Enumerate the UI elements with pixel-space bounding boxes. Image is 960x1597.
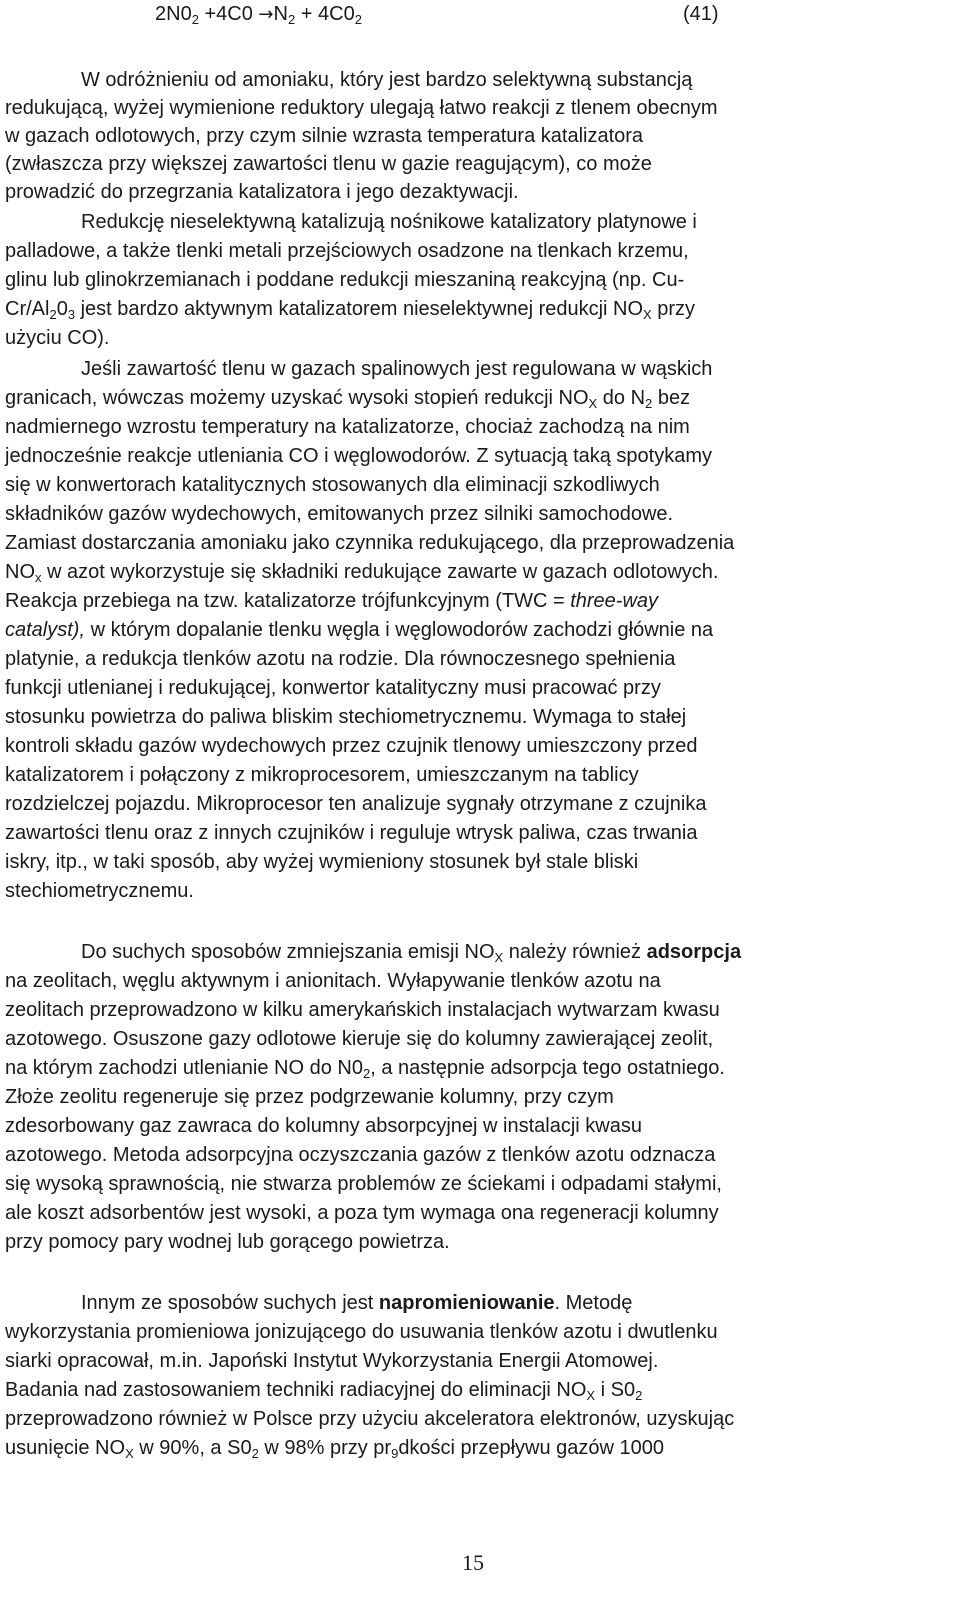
paragraph-line: Innym ze sposobów suchych jest napromieniowanie. Metodę [81, 1292, 633, 1314]
paragraph-line: zeolitach przeprowadzono w kilku amerykańskich instalacjach wytwarzam kwasu [5, 999, 720, 1021]
term-adsorpcja: adsorpcja [646, 941, 742, 963]
paragraph-line: Jeśli zawartość tlenu w gazach spalinowych jest regulowana w wąskich [81, 358, 713, 380]
paragraph-line: składników gazów wydechowych, emitowanych przez silniki samochodowe. [5, 503, 674, 525]
paragraph-line: usunięcie $NO_X$ w 90%, a $S0_2$ w 98% przy $pr_9dkości$ przepływu gazów 1000 [5, 1437, 665, 1461]
paragraph-line: się wysoką sprawnością, nie stwarza problemów ze ściekami i odpadami stałymi, [5, 1173, 722, 1195]
paragraph-line: użyciu CO). [5, 327, 110, 349]
paragraph-line: platynie, a redukcja tlenków azotu na rodzie. Dla równoczesnego spełnienia [5, 648, 676, 670]
paragraph-line: zdesorbowany gaz zawraca do kolumny absorpcyjnej w instalacji kwasu [5, 1115, 642, 1137]
paragraph-line: W odróżnieniu od amoniaku, który jest bardzo selektywną substancją [81, 69, 693, 91]
paragraph-line: ale koszt adsorbentów jest wysoki, a poza tym wymaga ona regeneracji kolumny [5, 1202, 719, 1224]
paragraph-line: stechiometrycznemu. [5, 880, 194, 902]
paragraph-line: funkcji utlenianej i redukującej, konwertor katalityczny musi pracować przy [5, 677, 661, 699]
paragraph-line: rozdzielczej pojazdu. Mikroprocesor ten analizuje sygnały otrzymane z czujnika [5, 793, 707, 815]
paragraph-line: azotowego. Osuszone gazy odlotowe kieruje się do kolumny zawierającej zeolit, [5, 1028, 714, 1050]
equation-number: (41) [683, 3, 719, 25]
paragraph-line: przy pomocy pary wodnej lub gorącego powietrza. [5, 1231, 450, 1253]
paragraph-line: $Cr/Al_20_3$ jest bardzo aktywnym katalizatorem nieselektywnej redukcji $NO_X$ przy [5, 298, 696, 322]
arrow-icon: → [258, 4, 274, 25]
paragraph-line: Do suchych sposobów zmniejszania emisji $NO_X$ należy również adsorpcja [81, 941, 742, 965]
paragraph-line: catalyst), w którym dopalanie tlenku węgla i węglowodorów zachodzi głównie na [5, 619, 714, 641]
paragraph-line: $NO_x$ w azot wykorzystuje się składniki redukujące zawarte w gazach odlotowych. [5, 561, 719, 585]
paragraph-line: wykorzystania promieniowa jonizującego do usuwania tlenków azotu i dwutlenku [5, 1321, 718, 1343]
paragraph-line: glinu lub glinokrzemianach i poddane redukcji mieszaniną reakcyjną (np. Cu- [5, 269, 685, 291]
equation-text: 2N0 [155, 3, 192, 25]
paragraph-line: stosunku powietrza do paliwa bliskim stechiometrycznemu. Wymaga to stałej [5, 706, 687, 728]
paragraph-line: palladowe, a także tlenki metali przejściowych osadzone na tlenkach krzemu, [5, 240, 689, 262]
paragraph-line: na zeolitach, węglu aktywnym i anionitach. Wyłapywanie tlenków azotu na [5, 970, 661, 992]
paragraph-line: kontroli składu gazów wydechowych przez czujnik tlenowy umieszczony przed [5, 735, 698, 757]
paragraph-line: katalizatorem i połączony z mikroprocesorem, umieszczanym na tablicy [5, 764, 639, 786]
paragraph-line: zawartości tlenu oraz z innych czujników i reguluje wtrysk paliwa, czas trwania [5, 822, 698, 844]
paragraph-line: się w konwertorach katalitycznych stosowanych dla eliminacji szkodliwych [5, 474, 660, 496]
paragraph-line: w gazach odlotowych, przy czym silnie wzrasta temperatura katalizatora [5, 125, 644, 147]
paragraph-line: Redukcję nieselektywną katalizują nośnikowe katalizatory platynowe i [81, 211, 697, 233]
paragraph-line: granicach, wówczas możemy uzyskać wysoki stopień redukcji $NO_X$ do $N_2$ bez [5, 387, 691, 411]
paragraph-line: Złoże zeolitu regeneruje się przez podgrzewanie kolumny, przy czym [5, 1086, 614, 1108]
paragraph-line: siarki opracował, m.in. Japoński Instytut Wykorzystania Energii Atomowej. [5, 1350, 659, 1372]
paragraph-line: Reakcja przebiega na tzw. katalizatorze trójfunkcyjnym (TWC = three-way [5, 590, 659, 612]
term-napromieniowanie: napromieniowanie [378, 1292, 555, 1314]
paragraph-line: na którym zachodzi utlenianie NO do $N0_2$, a następnie adsorpcja tego ostatniego. [5, 1057, 725, 1081]
equation-line: $2N0_2 +4C0 \to N_2 + 4C0_2$ [155, 3, 362, 27]
paragraph-line: Badania nad zastosowaniem techniki radiacyjnej do eliminacji $NO_X$ i $S0_2$ [5, 1379, 643, 1403]
paragraph-line: jednocześnie reakcje utleniania CO i węglowodorów. Z sytuacją taką spotykamy [5, 445, 713, 467]
paragraph-line: nadmiernego wzrostu temperatury na katalizatorze, chociaż zachodzą na nim [5, 416, 690, 438]
paragraph-line: Zamiast dostarczania amoniaku jako czynnika redukującego, dla przeprowadzenia [5, 532, 735, 554]
page-number: 15 [462, 1550, 484, 1575]
paragraph-line: iskry, itp., w taki sposób, aby wyżej wymieniony stosunek był stale bliski [5, 851, 639, 873]
paragraph-line: redukującą, wyżej wymienione reduktory ulegają łatwo reakcji z tlenem obecnym [5, 97, 718, 119]
paragraph-line: (zwłaszcza przy większej zawartości tlenu w gazie reagującym), co może [5, 153, 652, 175]
paragraph-line: przeprowadzono również w Polsce przy użyciu akceleratora elektronów, uzyskując [5, 1408, 735, 1430]
paragraph-line: prowadzić do przegrzania katalizatora i jego dezaktywacji. [5, 181, 519, 203]
paragraph-line: azotowego. Metoda adsorpcyjna oczyszczania gazów z tlenków azotu odznacza [5, 1144, 716, 1166]
